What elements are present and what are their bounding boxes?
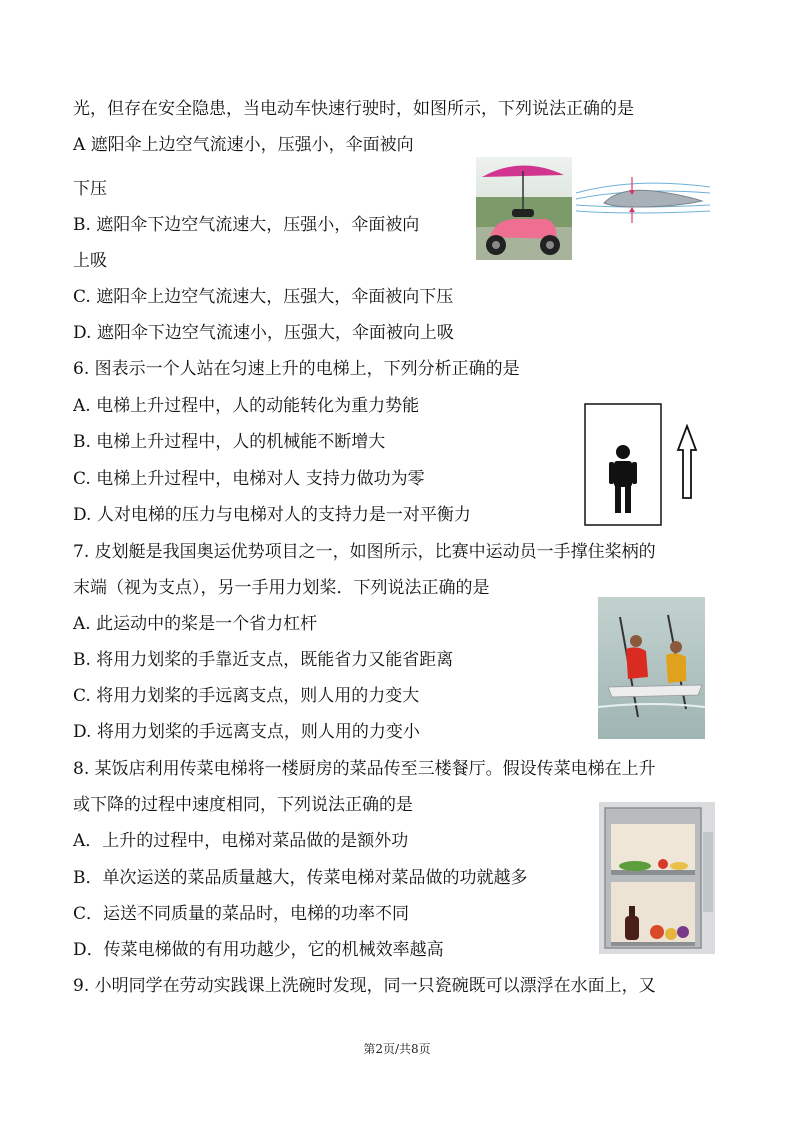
q6-option-a: A. 电梯上升过程中，人的动能转化为重力势能 (73, 396, 420, 416)
q7-option-d: D. 将用力划桨的手远离支点，则人用的力变小 (73, 722, 420, 742)
q8-option-b: B．单次运送的菜品质量越大，传菜电梯对菜品做的功就越多 (73, 868, 528, 888)
q7-option-c: C. 将用力划桨的手远离支点，则人用的力变大 (73, 686, 420, 706)
q6-option-d: D. 人对电梯的压力与电梯对人的支持力是一对平衡力 (73, 505, 471, 525)
q5-option-c: C. 遮阳伞上边空气流速大，压强大，伞面被向下压 (73, 287, 454, 307)
q7-stem-line2: 末端（视为支点），另一手用力划桨．下列说法正确的是 (73, 578, 490, 598)
q5-option-b-line2: 上吸 (73, 251, 107, 271)
q7-stem-line1: 7. 皮划艇是我国奥运优势项目之一，如图所示，比赛中运动员一手撑住桨柄的 (73, 542, 656, 562)
q8-option-a: A．上升的过程中，电梯对菜品做的是额外功 (73, 831, 409, 851)
food-dumbwaiter-photo (599, 802, 715, 954)
ebike-umbrella-photo (476, 157, 572, 260)
q8-option-d: D．传菜电梯做的有用功越少，它的机械效率越高 (73, 940, 444, 960)
q6-stem: 6. 图表示一个人站在匀速上升的电梯上，下列分析正确的是 (73, 359, 520, 379)
q5-option-a-line1: A 遮阳伞上边空气流速小，压强小，伞面被向 (73, 135, 414, 155)
q7-option-a: A. 此运动中的桨是一个省力杠杆 (73, 614, 318, 634)
q5-option-a-line2: 下压 (73, 179, 107, 199)
q5-option-b-line1: B. 遮阳伞下边空气流速大，压强小，伞面被向 (73, 215, 420, 235)
airfoil-airflow-diagram (574, 173, 712, 225)
q5-option-d: D. 遮阳伞下边空气流速小，压强大，伞面被向上吸 (73, 323, 454, 343)
elevator-person-diagram (583, 402, 663, 527)
upward-arrow-icon (676, 424, 698, 500)
intro-line: 光，但存在安全隐患，当电动车快速行驶时，如图所示，下列说法正确的是 (73, 99, 634, 119)
q8-stem-line1: 8. 某饭店利用传菜电梯将一楼厨房的菜品传至三楼餐厅。假设传菜电梯在上升 (73, 759, 656, 779)
q7-option-b: B. 将用力划桨的手靠近支点，既能省力又能省距离 (73, 650, 454, 670)
kayak-rowers-photo (598, 597, 705, 739)
page-footer: 第2页/共8页 (363, 1042, 431, 1056)
q6-option-b: B. 电梯上升过程中，人的机械能不断增大 (73, 432, 386, 452)
q6-option-c: C. 电梯上升过程中，电梯对人 支持力做功为零 (73, 469, 425, 489)
q9-stem-line1: 9. 小明同学在劳动实践课上洗碗时发现，同一只瓷碗既可以漂浮在水面上，又 (73, 976, 656, 996)
q8-stem-line2: 或下降的过程中速度相同，下列说法正确的是 (73, 795, 413, 815)
q8-option-c: C．运送不同质量的菜品时，电梯的功率不同 (73, 904, 410, 924)
